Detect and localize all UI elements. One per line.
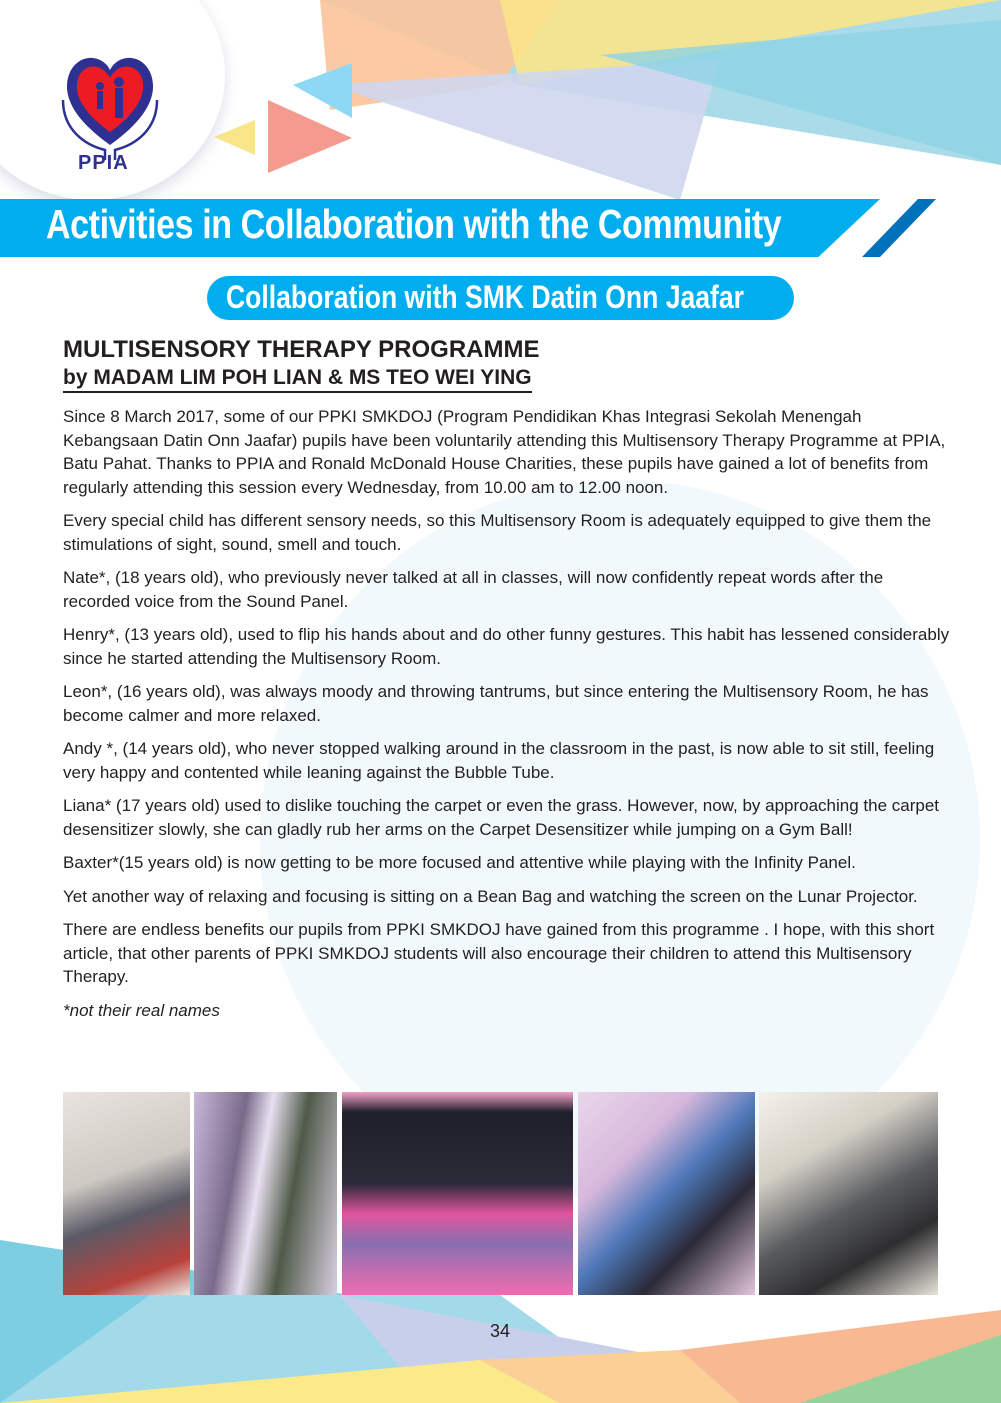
article-byline: by MADAM LIM POH LIAN & MS TEO WEI YING (63, 366, 532, 393)
photo-5 (759, 1092, 938, 1295)
photo-1 (63, 1092, 190, 1295)
page-title: Activities in Collaboration with the Community (46, 201, 782, 247)
logo-text: PPIA (78, 152, 129, 174)
paragraph: There are endless benefits our pupils from PPKI SMKDOJ have gained from this programme . I hope, with this short article, that other parents of PPKI SMKDOJ students will also encourage their children to attend this Multisensory Therapy. (63, 920, 935, 986)
article-body (63, 405, 953, 1032)
page-number: 34 (490, 1321, 511, 1341)
paragraph: Yet another way of relaxing and focusing is sitting on a Bean Bag and watching the screen on the Lunar Projector. (63, 886, 918, 906)
subtitle: Collaboration with SMK Datin Onn Jaafar (226, 279, 744, 315)
banner-slash-decoration (856, 199, 936, 257)
paragraph: Andy *, (14 years old), who never stopped walking around in the classroom in the past, is now able to sit still, feeling very happy and contented while leaning against the Bubble Tube. (63, 739, 935, 782)
footnote: *not their real names (63, 1000, 220, 1020)
paragraph: Leon*, (16 years old), was always moody and throwing tantrums, but since entering the Multisensory Room, he has become calmer and more relaxed. (63, 682, 929, 725)
paragraph: Liana* (17 years old) used to dislike touching the carpet or even the grass. However, now, by approaching the carpet desensitizer slowly, she can gladly rub her arms on the Carpet Desensitizer while jumping on a Gym Ball! (63, 796, 940, 839)
paragraph: Nate*, (18 years old), who previously never talked at all in classes, will now confidently repeat words after the recorded voice from the Sound Panel. (63, 568, 884, 611)
article-title: MULTISENSORY THERAPY PROGRAMME (63, 336, 540, 363)
paragraph: Since 8 March 2017, some of our PPKI SMKDOJ (Program Pendidikan Khas Integrasi Sekolah Menengah Kebangsaan Datin Onn Jaafar) pupils have been voluntarily attending this Multisensory Therapy Programme at PPIA, Batu Pahat. Thanks to PPIA and Ronald McDonald House Charities, these pupils have gained a lot of benefits from regularly attending this session every Wednesday, from 10.00 am to 12.00 noon. (63, 407, 946, 497)
photo-2 (194, 1092, 337, 1295)
paragraph: Every special child has different sensory needs, so this Multisensory Room is adequately equipped to give them the stimulations of sight, sound, smell and touch. (63, 511, 932, 554)
photo-3 (342, 1092, 573, 1295)
paragraph: Henry*, (13 years old), used to flip his hands about and do other funny gestures. This habit has lessened considerably since he started attending the Multisensory Room. (63, 625, 950, 668)
paragraph: Baxter*(15 years old) is now getting to be more focused and attentive while playing with the Infinity Panel. (63, 853, 856, 872)
photo-4 (578, 1092, 755, 1295)
